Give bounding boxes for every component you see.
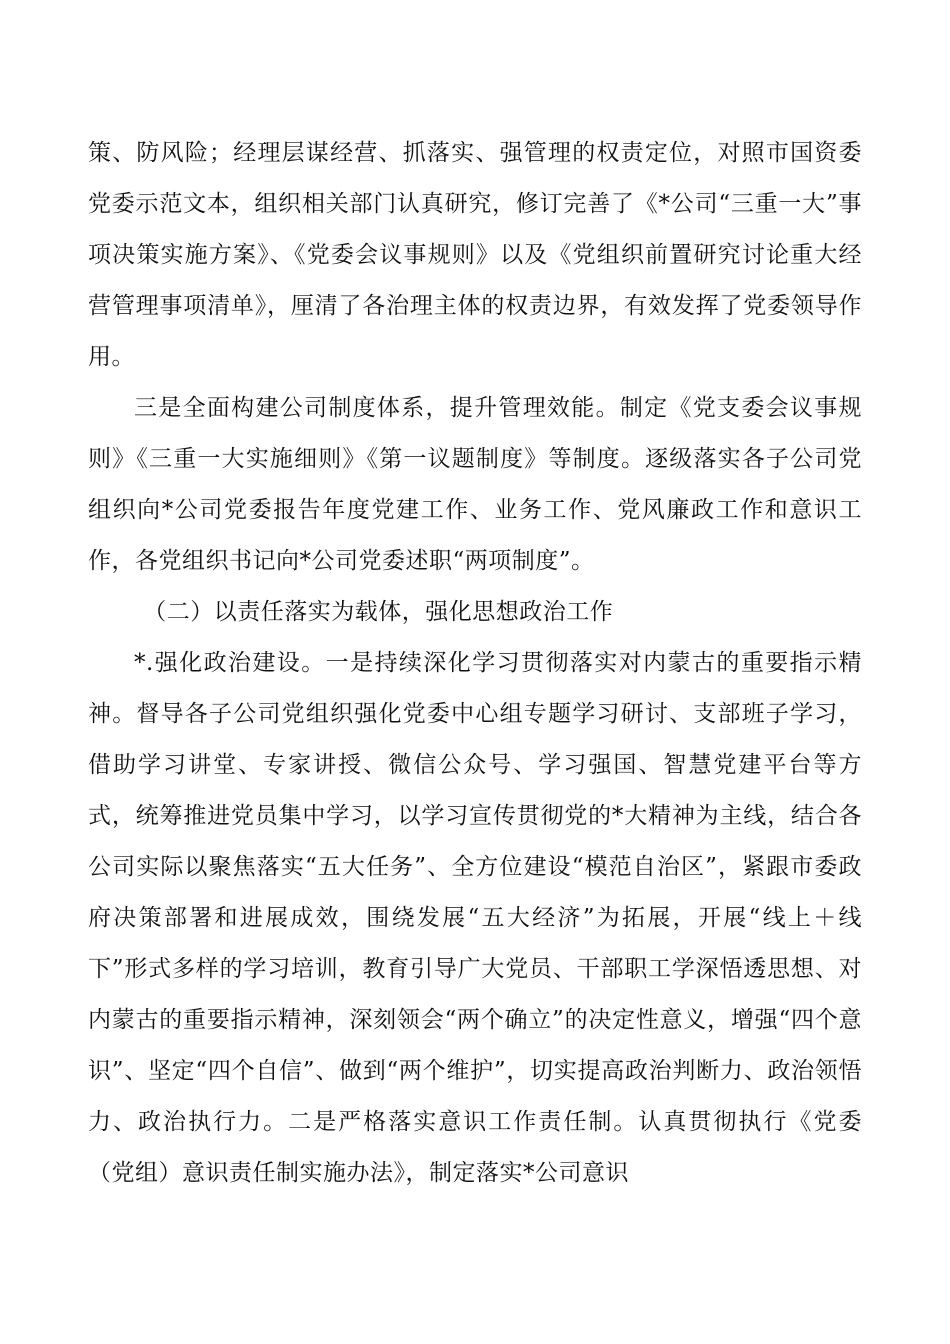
paragraph-political-building: *.强化政治建设。一是持续深化学习贯彻落实对内蒙古的重要指示精神。督导各子公司党组织强化党委中心组专题学习研讨、支部班子学习，借助学习讲堂、专家讲授、微信公众号、学习强国、智慧党建平台等方式，统筹推进党员集中学习，以学习宣传贯彻党的*大精神为主线，结合各公司实际以聚焦落实“五大任务”、全方位建设“模范自治区”，紧跟市委政府决策部署和进展成效，围绕发展“五大经济”为拓展，开展“线上＋线下”形式多样的学习培训，教育引导广大党员、干部职工学深悟透思想、对内蒙古的重要指示精神，深刻领会“两个确立”的决定性意义，增强“四个意识”、坚定“四个自信”、做到“两个维护”，切实提高政治判断力、政治领悟力、政治执行力。二是严格落实意识工作责任制。认真贯彻执行《党委（党组）意识责任制实施办法》，制定落实*公司意识 bbox=[88, 650, 862, 1186]
section-heading: （二）以责任落实为载体，强化思想政治工作 bbox=[143, 599, 614, 625]
paragraph-system-building: 三是全面构建公司制度体系，提升管理效能。制定《党支委会议事规则》《三重一大实施细则》《第一议题制度》等制度。逐级落实各子公司党组织向*公司党委报告年度党建工作、业务工作、党风廉政工作和意识工作，各党组织书记向*公司党委述职“两项制度”。 bbox=[88, 395, 862, 574]
document-page bbox=[88, 128, 862, 1199]
paragraph-continuation: 策、防风险；经理层谋经营、抓落实、强管理的权责定位，对照市国资委党委示范文本，组织相关部门认真研究，修订完善了《*公司“三重一大”事项决策实施方案》、《党委会议事规则》以及《党组织前置研究讨论重大经营管理事项清单》，厘清了各治理主体的权责边界，有效发挥了党委领导作用。 bbox=[88, 140, 862, 370]
